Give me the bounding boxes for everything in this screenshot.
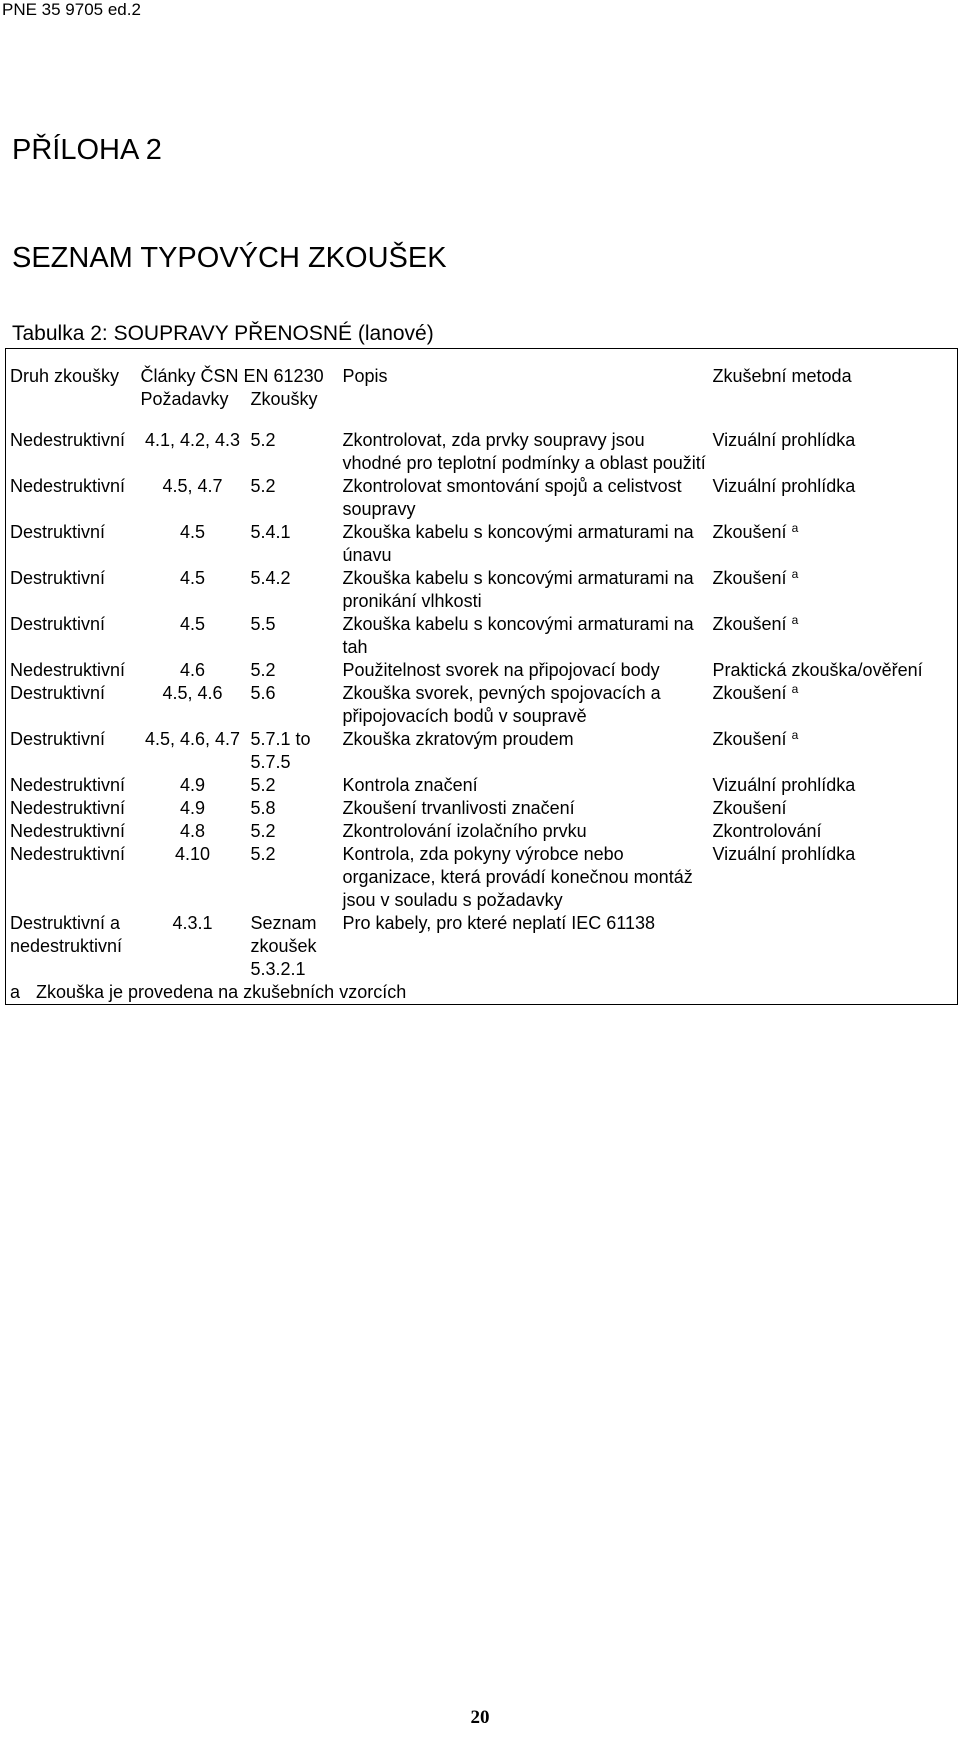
cell-description	[339, 659, 709, 682]
cell-test-type	[6, 843, 137, 912]
table-row	[6, 429, 958, 475]
footnote-reference: a	[791, 521, 799, 535]
cell-description-text: Zkouška zkratovým proudem	[342, 729, 574, 749]
cell-test-method	[709, 613, 958, 659]
cell-tests	[247, 521, 339, 567]
table-row	[6, 567, 958, 613]
cell-test-type-text: Destruktivní	[10, 683, 106, 703]
cell-requirements-text: 4.5, 4.7	[162, 476, 223, 496]
cell-test-method	[709, 429, 958, 475]
cell-test-type-text: Nedestruktivní	[10, 798, 126, 818]
cell-tests-text: 5.4.1	[250, 522, 291, 542]
cell-requirements-text: 4.3.1	[172, 913, 213, 933]
cell-tests-text: 5.8	[250, 798, 276, 818]
cell-requirements	[137, 843, 247, 912]
header-test-method: Zkušební metoda	[712, 366, 852, 386]
cell-tests	[247, 912, 339, 981]
cell-description	[339, 843, 709, 912]
footnote-row	[6, 981, 958, 1005]
cell-test-method	[709, 567, 958, 613]
cell-test-method-text: Zkoušení	[712, 683, 787, 703]
cell-test-method	[709, 912, 958, 981]
cell-tests	[247, 682, 339, 728]
cell-tests	[247, 728, 339, 774]
cell-requirements-text: 4.5, 4.6, 4.7	[144, 729, 241, 749]
table-row	[6, 475, 958, 521]
cell-tests	[247, 797, 339, 820]
cell-test-method-text: Zkoušení	[712, 614, 787, 634]
header-test-type: Druh zkoušky	[10, 366, 120, 386]
cell-description	[339, 429, 709, 475]
cell-description-text: Kontrola značení	[342, 775, 478, 795]
document-id: PNE 35 9705 ed.2	[2, 0, 141, 19]
cell-tests-text: 5.2	[250, 476, 276, 496]
cell-test-type-text: Destruktivní	[10, 729, 106, 749]
cell-test-type	[6, 728, 137, 774]
cell-requirements	[137, 429, 247, 475]
cell-requirements-text: 4.8	[179, 821, 206, 841]
cell-tests	[247, 613, 339, 659]
cell-requirements-text: 4.1, 4.2, 4.3	[144, 430, 241, 450]
cell-description	[339, 820, 709, 843]
cell-requirements-text: 4.10	[174, 844, 211, 864]
cell-test-method-text: Vizuální prohlídka	[712, 430, 856, 450]
cell-requirements	[137, 797, 247, 820]
footnote-text: Zkouška je provedena na zkušebních vzorcích	[36, 982, 407, 1002]
table-row	[6, 728, 958, 774]
cell-tests-text: 5.2	[250, 775, 276, 795]
cell-test-type	[6, 659, 137, 682]
cell-requirements	[137, 613, 247, 659]
cell-requirements-text: 4.6	[179, 660, 206, 680]
cell-requirements-text: 4.9	[179, 775, 206, 795]
cell-description	[339, 797, 709, 820]
cell-test-type-text: Nedestruktivní	[10, 660, 126, 680]
table-row	[6, 774, 958, 797]
cell-description-text: Zkontrolovat, zda prvky soupravy jsou vhodné pro teplotní podmínky a oblast použití	[342, 430, 706, 473]
type-tests-table	[5, 348, 958, 1005]
cell-tests-text: 5.6	[250, 683, 276, 703]
cell-requirements	[137, 475, 247, 521]
cell-test-type	[6, 682, 137, 728]
cell-test-method-text: Zkoušení	[712, 522, 787, 542]
cell-description-text: Použitelnost svorek na připojovací body	[342, 660, 660, 680]
cell-tests-text: 5.7.1 to 5.7.5	[250, 729, 311, 772]
footnote-reference: a	[791, 728, 799, 742]
header-articles: Články ČSN EN 61230	[140, 366, 324, 386]
cell-test-type	[6, 774, 137, 797]
cell-test-method	[709, 843, 958, 912]
cell-tests	[247, 774, 339, 797]
cell-tests-text: 5.2	[250, 844, 276, 864]
cell-requirements	[137, 567, 247, 613]
cell-description	[339, 567, 709, 613]
table-row	[6, 797, 958, 820]
cell-test-method	[709, 475, 958, 521]
header-tests: Zkoušky	[250, 389, 318, 409]
cell-requirements	[137, 728, 247, 774]
cell-description	[339, 521, 709, 567]
cell-description	[339, 475, 709, 521]
table-row	[6, 843, 958, 912]
table-row	[6, 820, 958, 843]
cell-test-type	[6, 475, 137, 521]
cell-tests	[247, 820, 339, 843]
cell-description	[339, 613, 709, 659]
table-body	[6, 429, 958, 981]
cell-description-text: Kontrola, zda pokyny výrobce nebo organizace, která provádí konečnou montáž jsou v souladu s požadavky	[342, 844, 693, 910]
header-requirements: Požadavky	[140, 389, 229, 409]
list-title: SEZNAM TYPOVÝCH ZKOUŠEK	[12, 242, 447, 274]
cell-test-type	[6, 797, 137, 820]
cell-description-text: Zkontrolovat smontování spojů a celistvost soupravy	[342, 476, 682, 519]
cell-test-method-text: Zkoušení	[712, 568, 787, 588]
cell-requirements	[137, 659, 247, 682]
cell-test-method	[709, 659, 958, 682]
cell-test-method	[709, 797, 958, 820]
cell-description-text: Zkouška kabelu s koncovými armaturami na únavu	[342, 522, 694, 565]
cell-tests	[247, 475, 339, 521]
cell-requirements-text: 4.5	[179, 522, 206, 542]
cell-test-type-text: Destruktivní a nedestruktivní	[10, 913, 123, 956]
table-row	[6, 682, 958, 728]
table-row	[6, 912, 958, 981]
cell-tests-text: Seznam zkoušek 5.3.2.1	[250, 913, 317, 979]
cell-test-type-text: Destruktivní	[10, 614, 106, 634]
cell-tests-text: 5.5	[250, 614, 276, 634]
cell-test-method-text: Vizuální prohlídka	[712, 775, 856, 795]
cell-description-text: Pro kabely, pro které neplatí IEC 61138	[342, 913, 656, 933]
cell-requirements-text: 4.5, 4.6	[162, 683, 223, 703]
cell-test-type	[6, 567, 137, 613]
cell-test-type-text: Nedestruktivní	[10, 430, 126, 450]
cell-test-method	[709, 774, 958, 797]
cell-requirements-text: 4.5	[179, 614, 206, 634]
cell-test-type-text: Nedestruktivní	[10, 844, 126, 864]
cell-tests	[247, 567, 339, 613]
cell-tests	[247, 659, 339, 682]
table-subheader-row	[6, 388, 958, 429]
cell-description-text: Zkoušení trvanlivosti značení	[342, 798, 575, 818]
header-description: Popis	[342, 366, 388, 386]
cell-test-method-text: Vizuální prohlídka	[712, 844, 856, 864]
cell-test-type	[6, 820, 137, 843]
cell-description-text: Zkontrolování izolačního prvku	[342, 821, 587, 841]
cell-test-method	[709, 728, 958, 774]
table-row	[6, 659, 958, 682]
footnote-reference: a	[791, 613, 799, 627]
cell-tests-text: 5.2	[250, 430, 276, 450]
cell-tests	[247, 429, 339, 475]
cell-requirements	[137, 820, 247, 843]
cell-test-type	[6, 521, 137, 567]
cell-requirements-text: 4.5	[179, 568, 206, 588]
cell-description-text: Zkouška kabelu s koncovými armaturami na pronikání vlhkosti	[342, 568, 694, 611]
cell-requirements	[137, 774, 247, 797]
table-row	[6, 521, 958, 567]
cell-tests-text: 5.4.2	[250, 568, 291, 588]
table-caption: Tabulka 2: SOUPRAVY PŘENOSNÉ (lanové)	[12, 322, 434, 345]
table-row	[6, 613, 958, 659]
cell-requirements-text: 4.9	[179, 798, 206, 818]
cell-tests-text: 5.2	[250, 821, 276, 841]
cell-test-type	[6, 613, 137, 659]
cell-test-method	[709, 682, 958, 728]
cell-test-method	[709, 820, 958, 843]
cell-test-method-text: Zkontrolování	[712, 821, 822, 841]
cell-test-type-text: Nedestruktivní	[10, 476, 126, 496]
cell-test-method-text: Praktická zkouška/ověření	[712, 660, 923, 680]
cell-test-type-text: Nedestruktivní	[10, 775, 126, 795]
cell-test-type-text: Nedestruktivní	[10, 821, 126, 841]
cell-test-method-text: Zkoušení	[712, 798, 787, 818]
cell-test-type-text: Destruktivní	[10, 522, 106, 542]
page-number: 20	[470, 1707, 490, 1728]
cell-test-method-text: Vizuální prohlídka	[712, 476, 856, 496]
cell-test-type-text: Destruktivní	[10, 568, 106, 588]
cell-tests	[247, 843, 339, 912]
cell-description	[339, 728, 709, 774]
cell-test-type	[6, 912, 137, 981]
footnote-reference: a	[791, 567, 799, 581]
footnote-mark: a	[10, 982, 21, 1002]
cell-test-type	[6, 429, 137, 475]
cell-test-method	[709, 521, 958, 567]
cell-description	[339, 682, 709, 728]
cell-requirements	[137, 912, 247, 981]
cell-requirements	[137, 521, 247, 567]
cell-requirements	[137, 682, 247, 728]
footnote-reference: a	[791, 682, 799, 696]
cell-description-text: Zkouška kabelu s koncovými armaturami na tah	[342, 614, 694, 657]
cell-tests-text: 5.2	[250, 660, 276, 680]
cell-test-method-text: Zkoušení	[712, 729, 787, 749]
cell-description-text: Zkouška svorek, pevných spojovacích a připojovacích bodů v soupravě	[342, 683, 661, 726]
annex-title: PŘÍLOHA 2	[12, 134, 162, 166]
cell-description	[339, 774, 709, 797]
table-header-row	[6, 349, 958, 389]
cell-description	[339, 912, 709, 981]
